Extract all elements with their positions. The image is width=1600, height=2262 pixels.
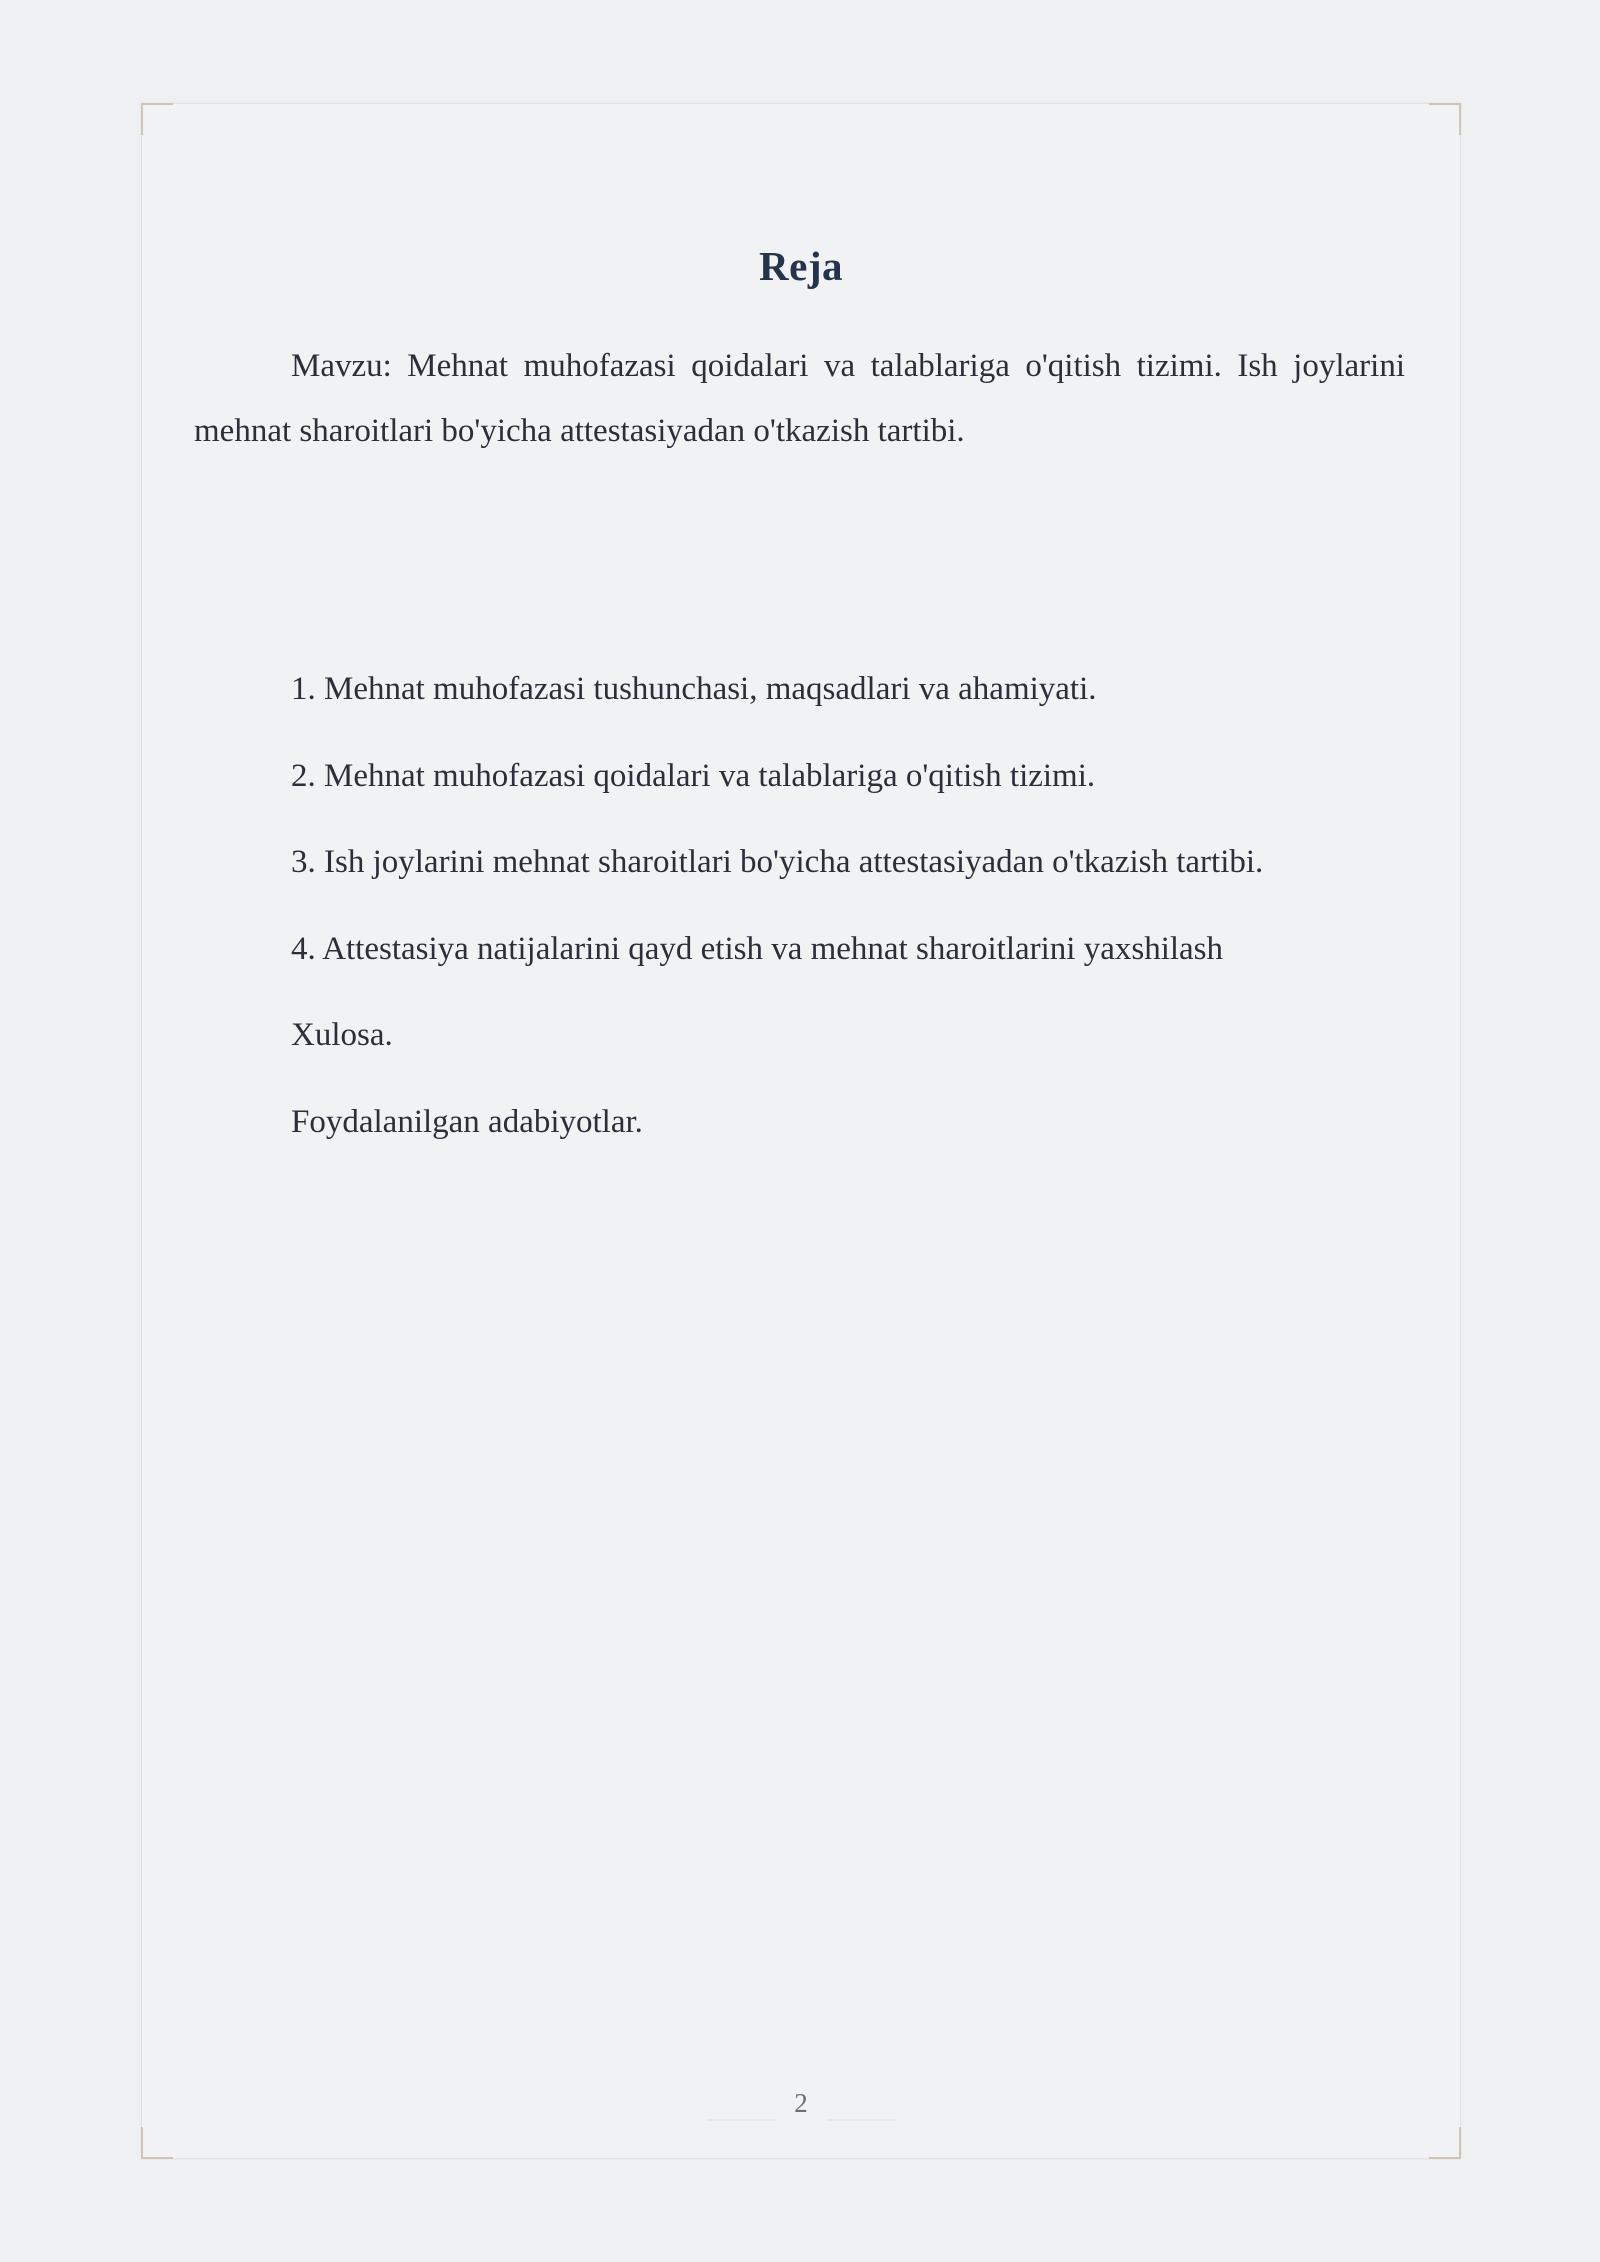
page-title: Reja (759, 243, 843, 289)
plan-list (291, 669, 1263, 1188)
conclusion-item: Xulosa. (291, 1017, 393, 1053)
references-item: Foydalanilgan adabiyotlar. (291, 1103, 643, 1140)
page-corner-mark (141, 103, 173, 135)
plan-item: 1. Mehnat muhofazasi tushunchasi, maqsadlari va ahamiyati. (291, 671, 1097, 707)
page-corner-mark (141, 2127, 173, 2159)
topic-paragraph: Mavzu: Mehnat muhofazasi qoidalari va talablariga o'qitish tizimi. Ish joylarini mehnat sharoitlari bo'yicha attestasiyadan o'tkazish tartibi. (194, 348, 1405, 449)
page-corner-mark (1429, 2127, 1461, 2159)
plan-item: 3. Ish joylarini mehnat sharoitlari bo'yicha attestasiyadan o'tkazish tartibi. (291, 844, 1264, 880)
document-page (141, 103, 1461, 2159)
footer-divider (707, 2119, 777, 2121)
plan-item: 4. Attestasiya natijalarini qayd etish va mehnat sharoitlarini yaxshilash (291, 930, 1224, 967)
footer-divider (827, 2119, 897, 2121)
page-corner-mark (1429, 103, 1461, 135)
plan-item: 2. Mehnat muhofazasi qoidalari va talablariga o'qitish tizimi. (291, 757, 1096, 794)
page-number: 2 (794, 2088, 808, 2118)
